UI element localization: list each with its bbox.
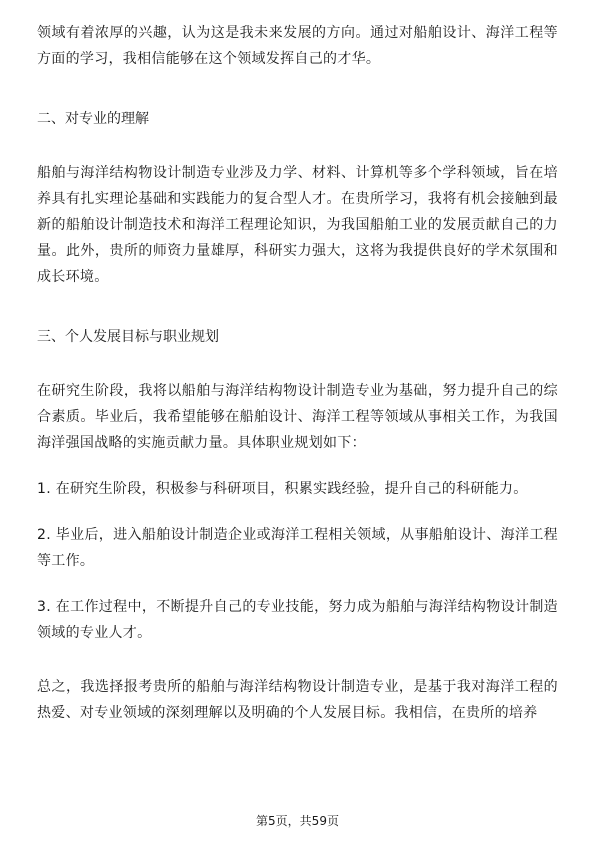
list-item-career-2: 2. 毕业后，进入船舶设计制造企业或海洋工程相关领域，从事船舶设计、海洋工程等工作。	[37, 527, 558, 569]
paragraph-interest: 领域有着浓厚的兴趣，认为这是我未来发展的方向。通过对船舶设计、海洋工程等方面的学习，我相信能够在这个领域发挥自己的才华。	[37, 25, 558, 67]
list-item-career-1: 1. 在研究生阶段，积极参与科研项目，积累实践经验，提升自己的科研能力。	[37, 481, 528, 497]
paragraph-conclusion: 总之，我选择报考贵所的船舶与海洋结构物设计制造专业，是基于我对海洋工程的热爱、对专业领域的深刻理解以及明确的个人发展目标。我相信，在贵所的培养	[37, 679, 558, 721]
page-number-footer: 第5页，共59页	[256, 814, 339, 828]
section-heading-understanding: 二、对专业的理解	[37, 111, 149, 127]
paragraph-career-intro: 在研究生阶段，我将以船舶与海洋结构物设计制造专业为基础，努力提升自己的综合素质。毕业后，我希望能够在船舶设计、海洋工程等领域从事相关工作，为我国海洋强国战略的实施贡献力量。具体职业规划如下：	[37, 383, 558, 451]
list-item-career-3: 3. 在工作过程中，不断提升自己的专业技能，努力成为船舶与海洋结构物设计制造领域的专业人才。	[37, 599, 558, 641]
paragraph-understanding: 船舶与海洋结构物设计制造专业涉及力学、材料、计算机等多个学科领域，旨在培养具有扎实理论基础和实践能力的复合型人才。在贵所学习，我将有机会接触到最新的船舶设计制造技术和海洋工程理论知识，为我国船舶工业的发展贡献自己的力量。此外，贵所的师资力量雄厚，科研实力强大，这将为我提供良好的学术氛围和成长环境。	[37, 165, 558, 285]
document-page	[37, 20, 558, 726]
section-heading-career: 三、个人发展目标与职业规划	[37, 329, 219, 345]
